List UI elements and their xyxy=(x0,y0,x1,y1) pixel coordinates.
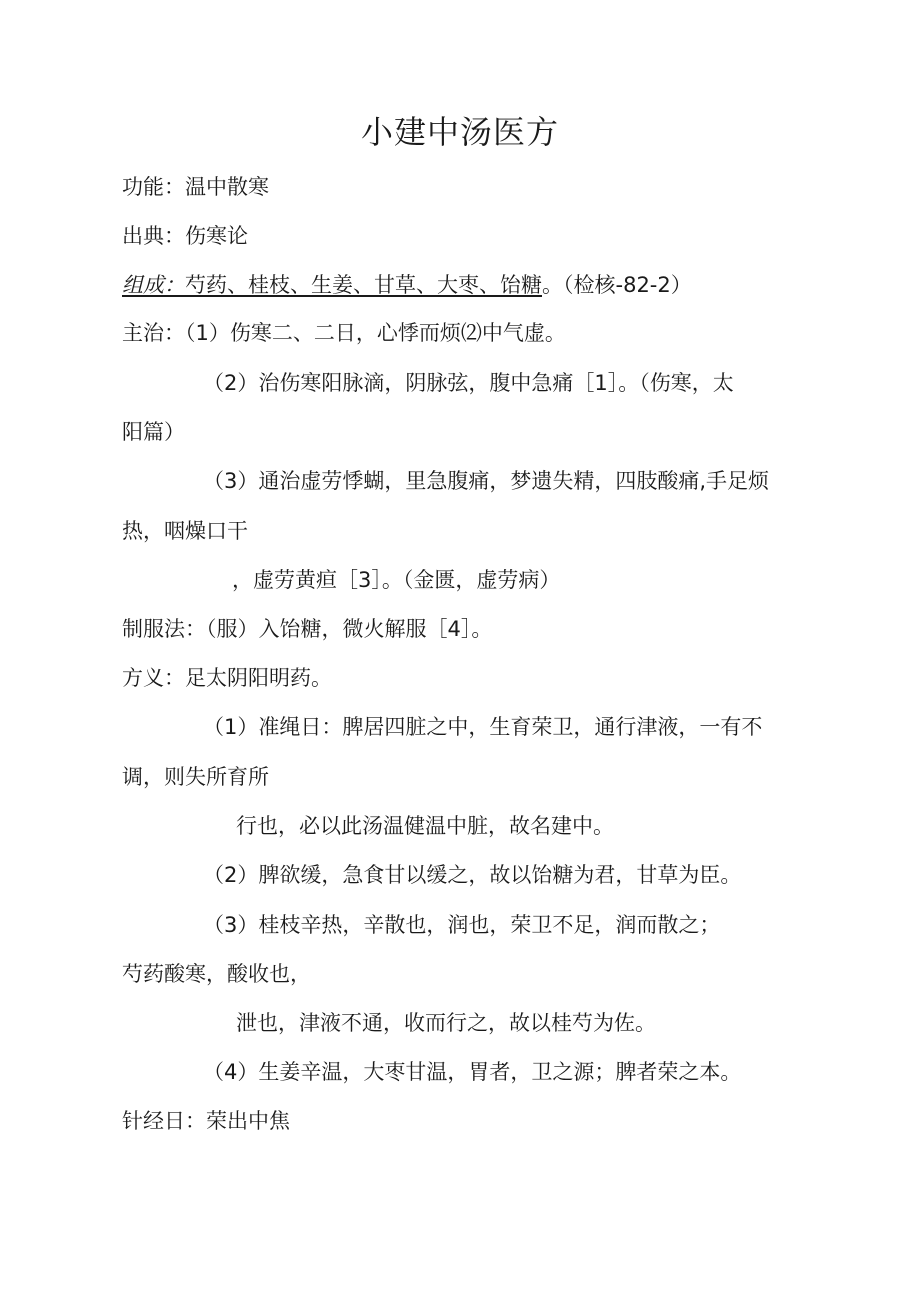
composition-period: 。 xyxy=(542,273,563,297)
meaning-item-2-line-1: （2）脾欲缓，急食甘以缓之，故以饴糖为君，甘草为臣。 xyxy=(203,863,742,887)
composition-ingredients: 芍药、桂枝、生姜、甘草、大枣、饴糖 xyxy=(185,273,542,297)
formula-meaning-line xyxy=(122,663,332,693)
preparation-label: 制服法： xyxy=(122,617,206,641)
meaning-item-3-line-2: 芍药酸寒，酸收也， xyxy=(122,962,311,986)
indication-item-3-line-3: ，虚劳黄疸［3］。（金匮，虚劳病） xyxy=(232,568,561,592)
meaning-item-3-line-3: 泄也，津液不通，收而行之，故以桂芍为佐。 xyxy=(236,1011,656,1035)
indication-item-3-line-2: 热，咽燥口干 xyxy=(122,519,248,543)
function-line xyxy=(122,172,269,202)
formula-meaning-label: 方义： xyxy=(122,666,185,690)
needle-classic-label: 针经日： xyxy=(122,1109,206,1133)
meaning-item-1-line-1: （1）准绳日：脾居四脏之中，生育荣卫，通行津液，一有不 xyxy=(203,715,763,739)
needle-classic-text: 荣出中焦 xyxy=(206,1109,290,1133)
meaning-item-1-line-2: 调，则失所育所 xyxy=(122,765,269,789)
meaning-item-4-line-1: （4）生姜辛温，大枣甘温，胃者，卫之源；脾者荣之本。 xyxy=(203,1060,742,1084)
meaning-item-3-line-1: （3）桂枝辛热，辛散也，润也，荣卫不足，润而散之； xyxy=(203,913,721,937)
preparation-text: （服）入饴糖，微火解服［4］。 xyxy=(206,617,493,641)
page-title: 小建中汤医方 xyxy=(360,113,559,151)
source-text: 伤寒论 xyxy=(185,224,248,248)
composition-note: （检核-82-2） xyxy=(563,273,692,297)
indications-label: 主治： xyxy=(122,321,185,345)
source-label: 出典： xyxy=(122,224,185,248)
composition-line xyxy=(122,270,692,300)
source-line xyxy=(122,221,248,251)
formula-meaning-text: 足太阴阳明药。 xyxy=(185,666,332,690)
composition-underlined xyxy=(122,273,542,297)
needle-classic-line xyxy=(122,1106,290,1136)
indication-item-2-line-1: （2）治伤寒阳脉滴，阴脉弦，腹中急痛［1］。（伤寒，太 xyxy=(203,371,734,395)
composition-label: 组成： xyxy=(122,273,185,297)
indication-item-1: （1）伤寒二、二日，心悸而烦⑵中气虚。 xyxy=(185,321,566,345)
indications-line-1 xyxy=(122,318,566,348)
preparation-line xyxy=(122,614,492,644)
function-text: 温中散寒 xyxy=(185,175,269,199)
function-label: 功能： xyxy=(122,175,185,199)
indication-item-2-line-2: 阳篇） xyxy=(122,420,185,444)
meaning-item-1-line-3: 行也，必以此汤温健温中脏，故名建中。 xyxy=(236,814,614,838)
indication-item-3-line-1: （3）通治虚劳悸蝴，里急腹痛，梦遗失精，四肢酸痛,手足烦 xyxy=(203,469,770,493)
